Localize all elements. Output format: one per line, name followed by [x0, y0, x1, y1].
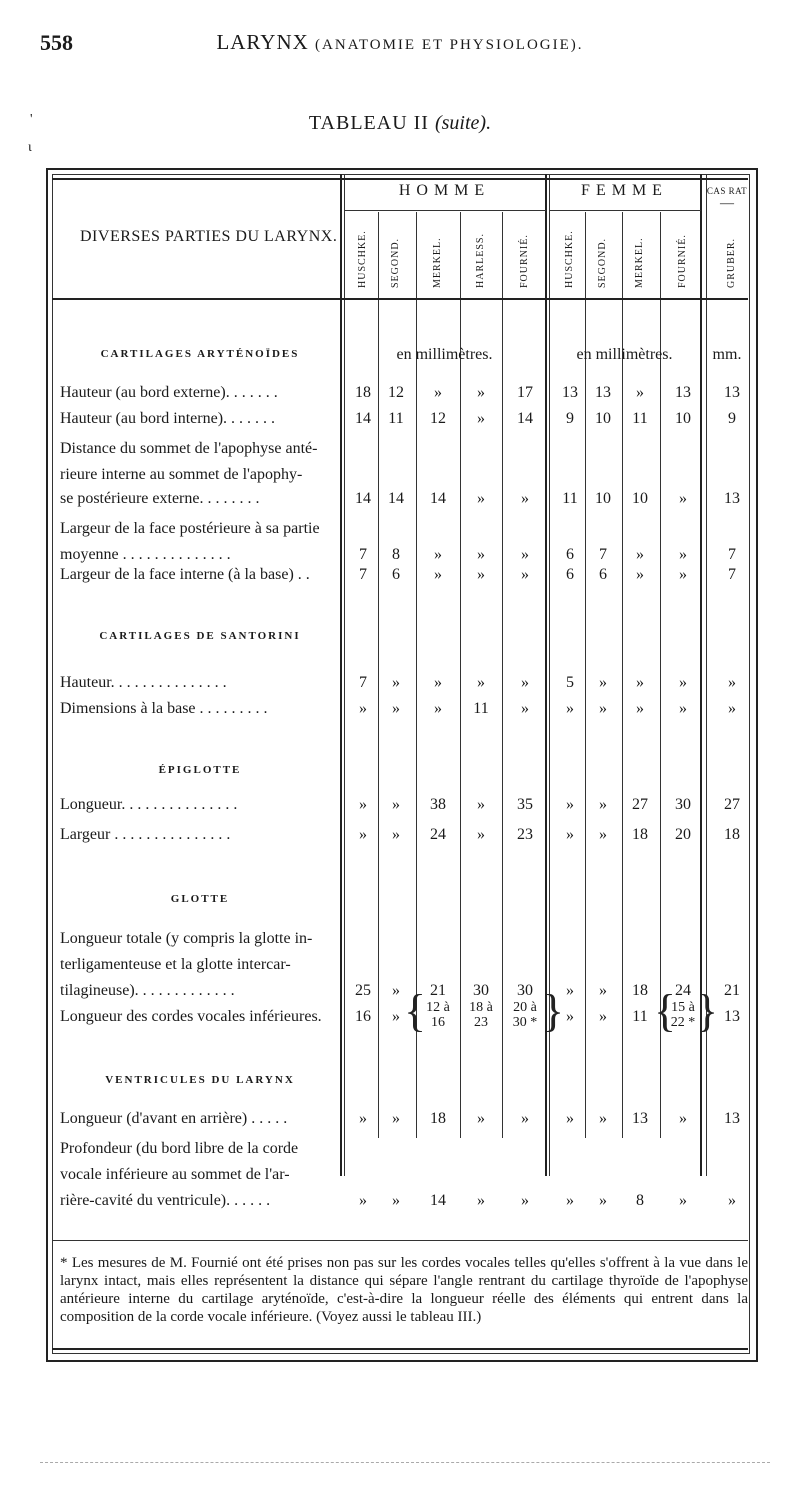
table-cell: »	[521, 566, 529, 583]
table-cell: 24	[430, 826, 446, 843]
table-cell: 9	[728, 410, 736, 427]
table-bottom-rule	[52, 1348, 748, 1350]
row-label: vocale inférieure au sommet de l'ar-	[60, 1166, 290, 1183]
table-cell: 27	[632, 796, 648, 813]
table-cell: 30	[517, 982, 533, 999]
table-cell: 13	[724, 1110, 740, 1127]
table-cell: »	[392, 982, 400, 999]
row-label: Dimensions à la base . . . . . . . . .	[60, 700, 268, 717]
group-dash: —	[720, 196, 734, 211]
header-bottom-rule	[52, 298, 748, 300]
table-cell: »	[679, 700, 687, 717]
table-cell: 16	[355, 1008, 371, 1025]
table-cell: 30	[675, 796, 691, 813]
table-cell: 18	[430, 1110, 446, 1127]
table-cell: 13	[632, 1110, 648, 1127]
page-number: 558	[40, 30, 73, 55]
column-header: HUSCHKE.	[357, 230, 368, 288]
table-cell: 14	[355, 490, 371, 507]
column-header: HARLESS.	[475, 233, 486, 288]
column-header: MERKEL.	[634, 237, 645, 288]
table-cell: 18	[355, 384, 371, 401]
row-label: Longueur (d'avant en arrière) . . . . .	[60, 1110, 288, 1127]
table-cell: »	[359, 826, 367, 843]
row-label: Profondeur (du bord libre de la corde	[60, 1140, 299, 1157]
section-title: CARTILAGES ARYTÉNOÏDES	[100, 348, 300, 360]
table-cell: 7	[728, 546, 736, 563]
table-cell: »	[566, 1008, 574, 1025]
row-label: Longueur. . . . . . . . . . . . . . .	[60, 796, 238, 813]
unit-label: en millimètres.	[396, 346, 493, 363]
section-title: CARTILAGES DE SANTORINI	[99, 630, 301, 642]
table-cell: 18	[724, 826, 740, 843]
table-cell: 14	[430, 1192, 446, 1209]
table-cell: »	[392, 674, 400, 691]
brace-right: }	[696, 985, 719, 1036]
column-header: SEGOND.	[597, 237, 608, 288]
table-cell: »	[521, 490, 529, 507]
table-cell: 18 à 23	[469, 1000, 493, 1030]
unit-label: en millimètres.	[576, 346, 673, 363]
table-cell: »	[566, 796, 574, 813]
table-cell: 21	[724, 982, 740, 999]
table-cell: 7	[599, 546, 607, 563]
row-label: Hauteur (au bord interne). . . . . . .	[60, 410, 276, 427]
row-label: Largeur . . . . . . . . . . . . . . .	[60, 826, 231, 843]
table-cell: 24	[675, 982, 691, 999]
column-header: FOURNIÉ.	[519, 234, 530, 288]
table-cell: »	[392, 826, 400, 843]
table-cell: 11	[473, 700, 489, 717]
table-cell: »	[392, 796, 400, 813]
column-rule	[344, 174, 345, 1176]
table-cell: »	[599, 826, 607, 843]
table-cell: »	[477, 566, 485, 583]
table-cell: 11	[562, 490, 578, 507]
table-cell: 5	[566, 674, 574, 691]
table-cell: 27	[724, 796, 740, 813]
row-label: Longueur totale (y compris la glotte in-	[60, 930, 313, 947]
footnote-rule	[52, 1240, 748, 1241]
table-cell: 20	[675, 826, 691, 843]
footnote: * Les mesures de M. Fournié ont été prises non pas sur les cordes vocales telles qu'elles s'offrent à la vue dans le larynx intact, mais elles représentent la distance qui sépare l'angle rentrant du cartilage thyroïde de l'apophyse antérieure interne du cartilage aryténoïde, c'est-à-dire la longueur réelle des éléments qui entrent dans la composition de la corde vocale inférieure. (Voyez aussi le tableau III.)	[60, 1255, 748, 1325]
margin-mark: ι	[28, 140, 32, 155]
table-cell: »	[599, 1192, 607, 1209]
table-cell: 30	[473, 982, 489, 999]
brace-left: {	[404, 985, 427, 1036]
table-cell: »	[679, 566, 687, 583]
table-cell: 7	[359, 546, 367, 563]
table-cell: »	[434, 700, 442, 717]
column-header: GRUBER.	[726, 237, 737, 288]
table-cell: 9	[566, 410, 574, 427]
table-cell: »	[521, 674, 529, 691]
table-cell: »	[359, 1110, 367, 1127]
table-cell: 6	[599, 566, 607, 583]
table-cell: »	[434, 546, 442, 563]
column-rule	[340, 174, 342, 1176]
table-cell: 10	[675, 410, 691, 427]
table-cell: 18	[632, 826, 648, 843]
row-label: Largeur de la face interne (à la base) . .	[60, 566, 310, 583]
table-cell: »	[599, 1008, 607, 1025]
table-cell: »	[566, 1192, 574, 1209]
table-cell: »	[679, 546, 687, 563]
table-cell: 13	[724, 1008, 740, 1025]
table-cell: »	[599, 674, 607, 691]
table-cell: 6	[566, 566, 574, 583]
table-cell: 20 à 30 *	[512, 1000, 538, 1030]
table-cell: »	[392, 700, 400, 717]
brace-left: {	[654, 985, 677, 1036]
running-header-subtitle: (ANATOMIE ET PHYSIOLOGIE).	[315, 37, 584, 53]
table-cell: 8	[392, 546, 400, 563]
table-cell: 12	[388, 384, 404, 401]
table-cell: 14	[517, 410, 533, 427]
running-header	[0, 30, 800, 55]
table-cell: »	[566, 982, 574, 999]
table-cell: 21	[430, 982, 446, 999]
table-cell: »	[679, 674, 687, 691]
row-label: Distance du sommet de l'apophyse anté-	[60, 440, 318, 457]
table-cell: »	[392, 1008, 400, 1025]
table-cell: »	[392, 1110, 400, 1127]
section-title: VENTRICULES DU LARYNX	[105, 1074, 295, 1086]
table-cell: »	[728, 1192, 736, 1209]
table-cell: »	[521, 546, 529, 563]
table-title-suffix: (suite).	[434, 112, 492, 134]
table-cell: »	[477, 826, 485, 843]
table-cell: »	[636, 566, 644, 583]
table-cell: »	[599, 1110, 607, 1127]
table-cell: »	[566, 1110, 574, 1127]
table-cell: »	[521, 1192, 529, 1209]
table-cell: 15 à 22 *	[670, 1000, 696, 1030]
table-cell: »	[636, 674, 644, 691]
table-cell: 6	[566, 546, 574, 563]
table-cell: »	[434, 384, 442, 401]
table-cell: »	[477, 546, 485, 563]
table-cell: 8	[636, 1192, 644, 1209]
table-cell: 10	[632, 490, 648, 507]
row-label: se postérieure externe. . . . . . . .	[60, 490, 260, 507]
unit-label: mm.	[712, 346, 742, 363]
column-header: HUSCHKE.	[564, 230, 575, 288]
table-cell: 38	[430, 796, 446, 813]
table-cell: 25	[355, 982, 371, 999]
table-cell: 23	[517, 826, 533, 843]
row-label: moyenne . . . . . . . . . . . . . .	[60, 546, 231, 563]
row-label: rieure interne au sommet de l'apophy-	[60, 466, 303, 483]
table-cell: 14	[430, 490, 446, 507]
brace-right: }	[542, 985, 565, 1036]
table-cell: »	[477, 674, 485, 691]
table-cell: 14	[388, 490, 404, 507]
table-cell: »	[636, 384, 644, 401]
column-group-2: CAS RAT	[706, 186, 748, 196]
table-cell: »	[728, 700, 736, 717]
table-cell: 13	[724, 490, 740, 507]
table-cell: 6	[392, 566, 400, 583]
bottom-rule	[40, 1462, 770, 1463]
table-cell: »	[599, 982, 607, 999]
column-group-0: HOMME	[398, 182, 491, 199]
table-cell: 13	[562, 384, 578, 401]
column-group-1: FEMME	[581, 182, 668, 199]
table-cell: »	[359, 700, 367, 717]
table-cell: »	[679, 1192, 687, 1209]
table-cell: »	[566, 700, 574, 717]
group-rule	[344, 210, 546, 211]
row-label: tilagineuse). . . . . . . . . . . . .	[60, 982, 235, 999]
table-cell: »	[679, 1110, 687, 1127]
table-cell: 7	[359, 566, 367, 583]
table-cell: 12 à 16	[426, 1000, 450, 1030]
table-cell: 17	[517, 384, 533, 401]
table-cell: »	[566, 826, 574, 843]
table-cell: »	[392, 1192, 400, 1209]
table-cell: »	[477, 796, 485, 813]
row-label: terligamenteuse et la glotte intercar-	[60, 956, 291, 973]
table-cell: 10	[595, 410, 611, 427]
table-cell: »	[477, 410, 485, 427]
table-cell: »	[728, 674, 736, 691]
table-cell: 13	[724, 384, 740, 401]
table-cell: 7	[359, 674, 367, 691]
table-cell: 12	[430, 410, 446, 427]
table-cell: 14	[355, 410, 371, 427]
table-cell: »	[434, 566, 442, 583]
table-title	[0, 112, 800, 135]
table-cell: »	[477, 384, 485, 401]
table-cell: 11	[632, 1008, 648, 1025]
column-header: FOURNIÉ.	[677, 234, 688, 288]
table-cell: 13	[675, 384, 691, 401]
running-header-main: LARYNX	[216, 30, 309, 54]
table-cell: 7	[728, 566, 736, 583]
column-header: SEGOND.	[390, 237, 401, 288]
table-cell: »	[636, 700, 644, 717]
table-cell: 11	[632, 410, 648, 427]
group-rule	[549, 210, 701, 211]
table-cell: 10	[595, 490, 611, 507]
section-title: GLOTTE	[170, 893, 230, 905]
table-cell: »	[477, 490, 485, 507]
header-top-rule	[52, 178, 748, 180]
table-cell: 13	[595, 384, 611, 401]
table-cell: »	[636, 546, 644, 563]
margin-mark: '	[30, 112, 33, 127]
table-cell: »	[434, 674, 442, 691]
section-title: ÉPIGLOTTE	[158, 764, 242, 776]
row-label: Longueur des cordes vocales inférieures.	[60, 1008, 322, 1025]
table-cell: »	[359, 796, 367, 813]
row-label: Largeur de la face postérieure à sa partie	[60, 520, 320, 537]
row-label: Hauteur. . . . . . . . . . . . . . .	[60, 674, 227, 691]
row-header-title: DIVERSES PARTIES DU LARYNX.	[80, 228, 338, 245]
table-cell: »	[359, 1192, 367, 1209]
table-cell: 18	[632, 982, 648, 999]
table-cell: 35	[517, 796, 533, 813]
table-cell: »	[477, 1110, 485, 1127]
column-header: MERKEL.	[432, 237, 443, 288]
table-cell: 11	[388, 410, 404, 427]
row-label: Hauteur (au bord externe). . . . . . .	[60, 384, 278, 401]
table-cell: »	[679, 490, 687, 507]
row-label: rière-cavité du ventricule). . . . . .	[60, 1192, 271, 1209]
table-cell: »	[477, 1192, 485, 1209]
table-cell: »	[521, 700, 529, 717]
table-cell: »	[599, 796, 607, 813]
table-cell: »	[521, 1110, 529, 1127]
table-title-main: TABLEAU II	[308, 112, 429, 134]
table-cell: »	[599, 700, 607, 717]
